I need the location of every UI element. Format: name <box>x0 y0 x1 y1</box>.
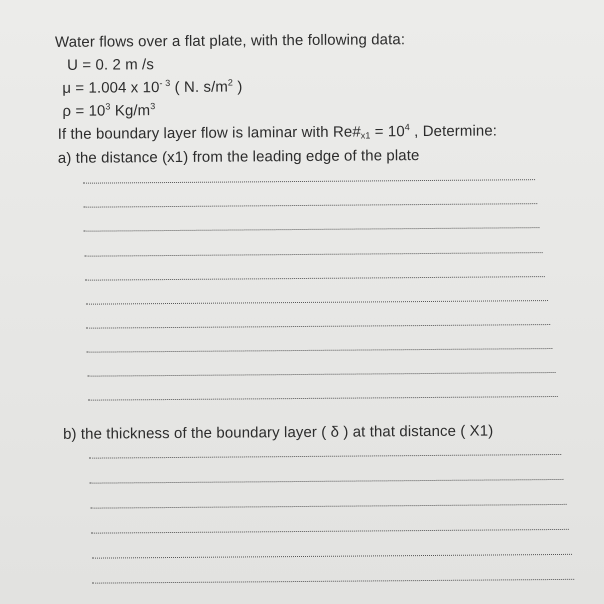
given-density: $\rho = 10^3$ $Kg/m^3$ <box>62 101 156 120</box>
answer-line-a6 <box>86 300 548 305</box>
answer-line-b2 <box>89 479 563 484</box>
answer-line-b5 <box>92 554 572 559</box>
answer-line-a4 <box>85 252 543 257</box>
answer-line-a7 <box>86 324 550 329</box>
answer-line-b1 <box>89 454 561 459</box>
answer-line-b6 <box>92 579 574 584</box>
problem-intro: Water flows over a flat plate, with the following data: <box>54 31 406 51</box>
laminar-condition: If the boundary layer flow is laminar with $Re\#_{x1} = 10^4$ , Determine: <box>57 122 498 143</box>
answer-line-a1 <box>83 179 535 184</box>
given-viscosity: μ = 1.004 x $10^{- 3}$ ( N. $s/m^2$ ) <box>62 77 243 97</box>
answer-line-a2 <box>83 203 537 208</box>
answer-line-a5 <box>85 276 545 281</box>
question-a: a) the distance (x1) from the leading edge of the plate <box>57 147 420 167</box>
answer-line-a3 <box>83 227 539 232</box>
answer-line-a9 <box>88 372 556 377</box>
answer-line-b3 <box>91 504 567 509</box>
answer-line-b4 <box>91 529 569 534</box>
answer-line-a8 <box>86 348 552 353</box>
given-velocity: U = 0. 2 m /s <box>67 56 154 74</box>
answer-line-a10 <box>88 396 558 401</box>
question-b: b) the thickness of the boundary layer ( δ ) at that distance ( X1) <box>62 422 494 443</box>
